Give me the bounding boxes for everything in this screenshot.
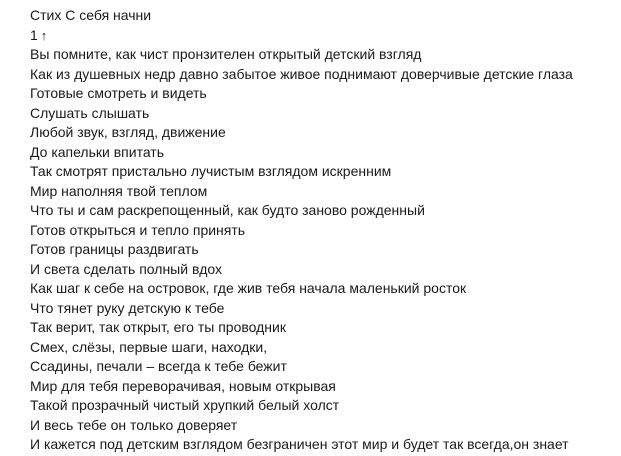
poem-body — [30, 45, 615, 455]
poem-title: Стих С себя начни — [30, 7, 152, 23]
arrow-up-icon[interactable]: ↑ — [40, 27, 48, 43]
poem-line: Так смотрят пристально лучистым взглядом искренним — [30, 163, 392, 179]
poem-line: Как шаг к себе на островок, где жив тебя начала маленький росток — [30, 280, 467, 296]
poem-document — [30, 6, 615, 455]
poem-line: Любой звук, взгляд, движение — [30, 124, 226, 140]
poem-line: Такой прозрачный чистый хрупкий белый холст — [30, 397, 340, 413]
poem-line: Ссадины, печали – всегда к тебе бежит — [30, 358, 287, 374]
vote-counter[interactable] — [30, 26, 615, 46]
poem-line: Готовые смотреть и видеть — [30, 85, 207, 101]
poem-line: Мир для тебя переворачивая, новым открывая — [30, 377, 336, 394]
poem-line: Что ты и сам раскрепощенный, как будто заново рожденный — [30, 202, 425, 218]
poem-line: Смех, слёзы, первые шаги, находки, — [30, 338, 268, 355]
poem-line: Готов границы раздвигать — [30, 241, 199, 257]
poem-line: Что тянет руку детскую к тебе — [30, 299, 225, 316]
poem-line: Как из душевных недр давно забытое живое поднимают доверчивые детские глаза — [30, 65, 573, 82]
poem-line: До капельки впитать — [30, 143, 165, 160]
poem-line: Слушать слышать — [30, 104, 150, 121]
poem-line: Так верит, так открыт, его ты проводник — [30, 319, 286, 335]
poem-line: Готов открыться и тепло принять — [30, 221, 246, 238]
poem-line: Вы помните, как чист пронзителен открытый детский взгляд — [30, 46, 422, 62]
poem-line: И света сделать полный вдох — [30, 260, 223, 277]
poem-line: Мир наполняя твой теплом — [30, 182, 208, 199]
poem-line: И кажется под детским взглядом безграничен этот мир и будет так всегда,он знает — [30, 436, 569, 452]
poem-line: И весь тебе он только доверяет — [30, 416, 238, 433]
vote-count: 1 — [30, 26, 38, 43]
